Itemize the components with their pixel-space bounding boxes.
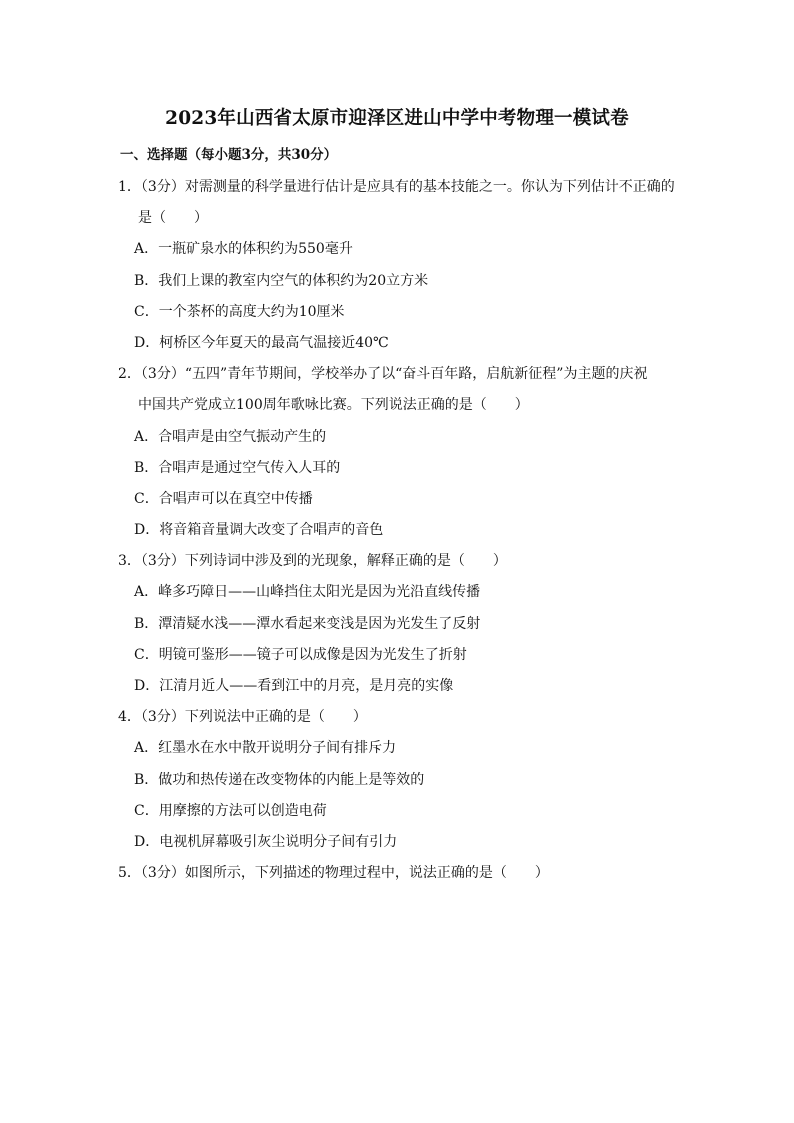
question-stem-line: 4．（3分）下列说法中正确的是（ ） [118, 709, 367, 726]
answer-option: A．一瓶矿泉水的体积约为550毫升 [134, 241, 353, 258]
question-stem-line: 是（ ） [138, 210, 208, 227]
question-2 [118, 359, 688, 546]
exam-title: 2023年山西省太原市迎泽区进山中学中考物理一模试卷 [165, 108, 629, 129]
answer-option: A．合唱声是由空气振动产生的 [134, 428, 327, 445]
answer-option: C．用摩擦的方法可以创造电荷 [134, 802, 327, 819]
question-1 [118, 172, 688, 359]
answer-option: D．电视机屏幕吸引灰尘说明分子间有引力 [134, 833, 398, 850]
question-stem-line: 2．（3分）“五四”青年节期间，学校举办了以“奋斗百年路，启航新征程”为主题的庆祝 [118, 366, 648, 383]
answer-option: B．潭清疑水浅——潭水看起来变浅是因为光发生了反射 [134, 615, 481, 632]
answer-option: D．柯桥区今年夏天的最高气温接近40℃ [134, 334, 389, 351]
answer-option: C．一个茶杯的高度大约为10厘米 [134, 303, 345, 320]
question-stem-line: 3．（3分）下列诗词中涉及到的光现象，解释正确的是（ ） [118, 553, 507, 570]
section-heading: 一、选择题（每小题3分，共30分） [120, 147, 338, 163]
question-stem-line: 5．（3分）如图所示，下列描述的物理过程中，说法正确的是（ ） [118, 865, 549, 882]
answer-option: C．明镜可鉴形——镜子可以成像是因为光发生了折射 [134, 646, 467, 663]
answer-option: D．将音箱音量调大改变了合唱声的音色 [134, 522, 384, 539]
question-5 [118, 858, 688, 889]
answer-option: B．我们上课的教室内空气的体积约为20立方米 [134, 272, 429, 289]
answer-option: D．江清月近人——看到江中的月亮，是月亮的实像 [134, 678, 454, 694]
question-3 [118, 546, 688, 702]
question-list [118, 172, 688, 889]
answer-option: A．红墨水在水中散开说明分子间有排斥力 [134, 740, 397, 757]
question-stem-line: 1．（3分）对需测量的科学量进行估计是应具有的基本技能之一。你认为下列估计不正确的 [118, 179, 675, 195]
answer-option: A．峰多巧障日——山峰挡住太阳光是因为光沿直线传播 [134, 584, 481, 601]
question-4 [118, 702, 688, 858]
question-stem-line: 中国共产党成立100周年歌咏比赛。下列说法正确的是（ ） [138, 397, 529, 414]
answer-option: B．做功和热传递在改变物体的内能上是等效的 [134, 771, 425, 788]
answer-option: B．合唱声是通过空气传入人耳的 [134, 459, 341, 476]
answer-option: C．合唱声可以在真空中传播 [134, 490, 313, 507]
